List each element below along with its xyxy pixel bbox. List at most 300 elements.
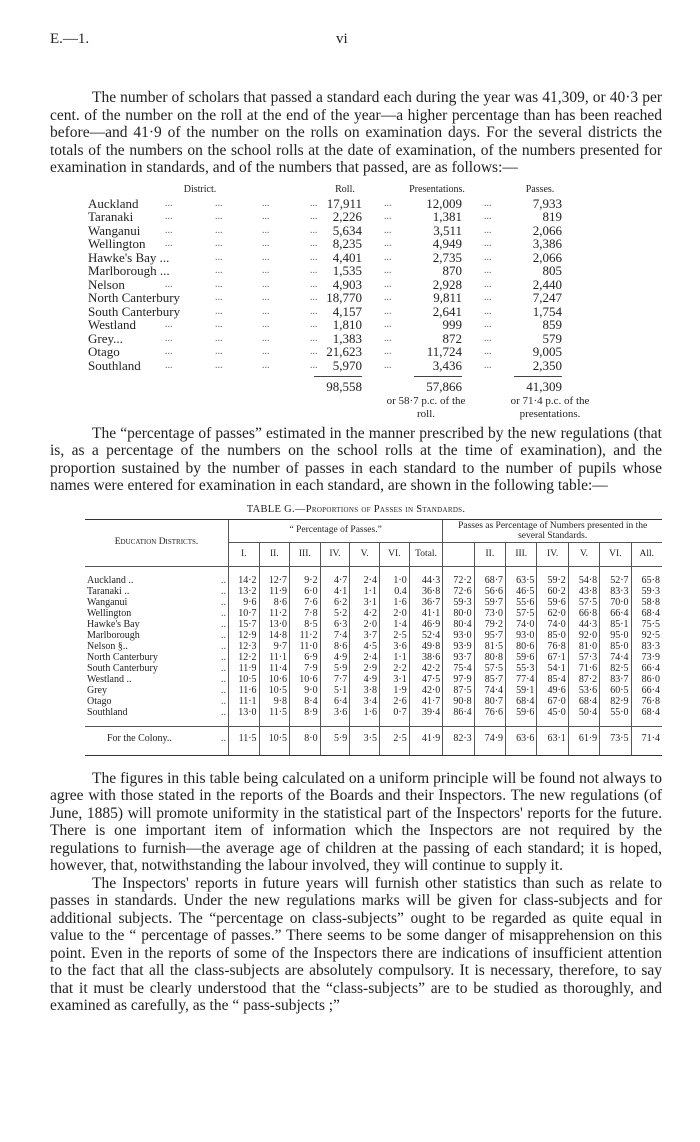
leader-dots: .. (221, 618, 226, 630)
leader-dots: .. (221, 640, 226, 652)
value-cell: 81·5 (474, 641, 505, 652)
value-cell: 2·0 (350, 619, 380, 630)
col-roll: Roll. (335, 183, 355, 195)
value-cell: 53·6 (568, 685, 599, 696)
value-cell: 59·2 (537, 575, 568, 586)
value-cell: 74·4 (474, 685, 505, 696)
leader-dots: ... (310, 251, 318, 263)
table-row (50, 291, 662, 305)
value-cell: 57·5 (506, 608, 537, 619)
leader-dots: ... (215, 197, 223, 209)
passes-value: 1,754 (532, 303, 562, 319)
leader-dots: ... (262, 346, 270, 357)
value-cell: 8·6 (320, 641, 350, 652)
value-cell: 2·9 (350, 663, 380, 674)
leader-dots: ... (165, 224, 173, 236)
leader-dots: ... (215, 224, 223, 236)
roll-value: 1,383 (332, 330, 362, 346)
value-cell: 4·9 (350, 674, 380, 685)
district-cell (87, 630, 226, 641)
value-cell: 0·7 (380, 707, 410, 718)
value-cell: 66·8 (568, 608, 599, 619)
leader-dots: ... (484, 305, 492, 317)
value-cell: 52·7 (600, 575, 631, 586)
note-pass (490, 395, 610, 421)
value-cell: 1·0 (380, 575, 410, 586)
value-cell: 55·0 (600, 707, 631, 718)
value-cell: 76·8 (631, 696, 662, 707)
leader-dots: .. (221, 662, 226, 674)
table-g-title: TABLE G.—Proportions of Passes in Standards. (246, 503, 466, 515)
value-cell: 47·5 (409, 674, 443, 685)
subheader: III. (290, 543, 321, 567)
leader-dots: ... (310, 305, 318, 317)
subheader: II. (474, 543, 505, 567)
leader-dots: ... (262, 359, 270, 371)
leader-dots: ... (215, 278, 223, 290)
table-row (85, 586, 662, 597)
district-totals-table (50, 183, 662, 423)
value-cell: 73·0 (474, 608, 505, 619)
total-rule (314, 376, 362, 377)
leader-dots: ... (384, 305, 392, 317)
value-cell: 9·2 (290, 575, 321, 586)
subheader: IV. (320, 543, 350, 567)
value-cell: 5·1 (320, 685, 350, 696)
roll-value: 5,634 (332, 222, 362, 238)
table-row (50, 278, 662, 292)
leader-dots: ... (484, 197, 492, 209)
district-name (85, 641, 229, 652)
leader-dots: ... (215, 292, 223, 303)
subheader: V. (350, 543, 380, 567)
district-cell (87, 652, 226, 663)
value-cell: 11·5 (259, 707, 290, 718)
leader-dots: ... (215, 251, 223, 263)
leader-dots: ... (262, 197, 270, 209)
value-cell: 59·7 (474, 597, 505, 608)
value-cell: 3·5 (350, 726, 380, 755)
value-cell: 11·6 (229, 685, 260, 696)
leader-dots: .. (221, 607, 226, 619)
value-cell: 76·8 (537, 641, 568, 652)
leader-dots: ... (310, 292, 318, 303)
leader-dots: ... (310, 346, 318, 357)
value-cell: 6·3 (320, 619, 350, 630)
presentations-value: 9,811 (433, 290, 462, 305)
district-label: North Canterbury (87, 651, 158, 663)
value-cell: 4·5 (350, 641, 380, 652)
subheader: Total. (409, 543, 443, 567)
value-cell: 62·0 (537, 608, 568, 619)
value-cell: 66·4 (631, 685, 662, 696)
value-cell: 2·5 (380, 726, 410, 755)
table-row (50, 251, 662, 265)
value-cell: 41·7 (409, 696, 443, 707)
table-row (85, 674, 662, 685)
note-line-1: or 58·7 p.c. of the (386, 394, 466, 407)
value-cell: 75·5 (631, 619, 662, 630)
leader-dots: ... (384, 332, 392, 344)
district-cell (87, 597, 226, 608)
value-cell: 68·4 (568, 696, 599, 707)
passes-value: 2,350 (532, 357, 562, 373)
district-name (85, 685, 229, 696)
value-cell: 71·4 (631, 726, 662, 755)
total-presentations: 57,866 (426, 379, 462, 394)
value-cell: 54·1 (537, 663, 568, 674)
presentations-value: 870 (442, 263, 462, 278)
leader-dots: ... (262, 251, 270, 263)
value-cell: 80·7 (474, 696, 505, 707)
leader-dots: ... (484, 278, 492, 290)
page-content (50, 0, 662, 1015)
district-name (85, 575, 229, 586)
district-name: Wellington (88, 236, 146, 251)
value-cell: 66·4 (631, 663, 662, 674)
total-roll: 98,558 (326, 379, 362, 394)
district-name: Auckland (88, 195, 139, 211)
leader-dots: ... (262, 332, 270, 344)
value-cell: 39·4 (409, 707, 443, 718)
leader-dots: ... (484, 265, 492, 276)
subheader: IV. (537, 543, 568, 567)
leader-dots: ... (165, 319, 173, 330)
leader-dots: ... (484, 346, 492, 357)
leader-dots: ... (384, 359, 392, 371)
value-cell: 59·6 (506, 652, 537, 663)
value-cell: 3·1 (350, 597, 380, 608)
value-cell: 93·0 (443, 630, 474, 641)
table-row (85, 619, 662, 630)
value-cell: 2·4 (350, 652, 380, 663)
value-cell: 80·8 (474, 652, 505, 663)
value-cell: 12·9 (229, 630, 260, 641)
district-name: Hawke's Bay ... (88, 249, 170, 265)
value-cell: 68·4 (631, 707, 662, 718)
value-cell: 57·5 (474, 663, 505, 674)
value-cell: 74·9 (474, 726, 505, 755)
value-cell: 4·7 (320, 575, 350, 586)
subheader: VI. (600, 543, 631, 567)
value-cell: 80·4 (443, 619, 474, 630)
subheader: All. (631, 543, 662, 567)
value-cell: 6·9 (290, 652, 321, 663)
value-cell: 63·1 (537, 726, 568, 755)
leader-dots: ... (484, 319, 492, 330)
value-cell: 8·0 (290, 726, 321, 755)
col-districts-label: Education Districts. (114, 537, 199, 547)
leader-dots: ... (262, 319, 270, 330)
value-cell: 13·0 (229, 707, 260, 718)
value-cell: 8·9 (290, 707, 321, 718)
leader-dots: ... (215, 346, 223, 357)
value-cell: 85·1 (600, 619, 631, 630)
value-cell: 11·5 (229, 726, 260, 755)
value-cell: 43·8 (568, 586, 599, 597)
page-number: vi (336, 31, 348, 47)
district-label: Westland .. (87, 673, 132, 685)
district-label: Wellington (87, 607, 132, 619)
passes-value: 579 (542, 330, 562, 346)
value-cell: 68·4 (506, 696, 537, 707)
district-cell (87, 663, 226, 674)
value-cell: 14·8 (259, 630, 290, 641)
presentations-value: 11,724 (426, 344, 462, 359)
value-cell: 9·7 (259, 641, 290, 652)
value-cell: 10·6 (290, 674, 321, 685)
value-cell: 95·7 (474, 630, 505, 641)
presentations-value: 1,381 (432, 209, 462, 224)
value-cell: 77·4 (506, 674, 537, 685)
value-cell: 11·1 (229, 696, 260, 707)
leader-dots: ... (215, 238, 223, 249)
district-label: Hawke's Bay (87, 618, 140, 630)
leader-dots: ... (262, 278, 270, 290)
value-cell: 87·2 (568, 674, 599, 685)
value-cell: 6·4 (320, 696, 350, 707)
value-cell: 65·8 (631, 575, 662, 586)
value-cell: 85·0 (537, 630, 568, 641)
leader-dots: ... (215, 359, 223, 371)
leader-dots: ... (310, 278, 318, 290)
leader-dots: ... (310, 238, 318, 249)
value-cell: 41·1 (409, 608, 443, 619)
district-label: Marlborough (87, 629, 140, 641)
value-cell: 60·5 (600, 685, 631, 696)
presentations-value: 3,511 (433, 222, 462, 238)
roll-value: 5,970 (332, 357, 362, 373)
value-cell: 3·8 (350, 685, 380, 696)
passes-value: 805 (542, 263, 562, 278)
leader-dots: ... (384, 224, 392, 236)
leader-dots: .. (221, 651, 226, 663)
col-districts (85, 519, 229, 566)
leader-dots: ... (262, 211, 270, 222)
value-cell: 72·6 (443, 586, 474, 597)
value-cell: 10·5 (259, 685, 290, 696)
value-cell: 57·3 (568, 652, 599, 663)
table-row (85, 663, 662, 674)
value-cell: 6·2 (320, 597, 350, 608)
value-cell: 68·4 (631, 608, 662, 619)
value-cell: 95·0 (600, 630, 631, 641)
total-passes: 41,309 (526, 379, 562, 394)
value-cell: 8·5 (290, 619, 321, 630)
col-district: District. (183, 183, 217, 195)
leader-dots: ... (384, 211, 392, 222)
value-cell: 50·4 (568, 707, 599, 718)
value-cell: 9·6 (229, 597, 260, 608)
district-name: Wanganui (88, 222, 141, 238)
district-cell (87, 674, 226, 685)
table-row (85, 696, 662, 707)
value-cell: 68·7 (474, 575, 505, 586)
value-cell: 3·6 (320, 707, 350, 718)
table-row (85, 597, 662, 608)
presentations-value: 12,009 (426, 195, 462, 211)
passes-value: 2,066 (532, 249, 562, 265)
roll-value: 17,911 (326, 195, 362, 211)
leader-dots: ... (384, 346, 392, 357)
leader-dots: ... (384, 265, 392, 276)
district-label: Wanganui (87, 596, 128, 608)
district-label: Nelson §.. (87, 640, 128, 652)
leader-dots: ... (165, 278, 173, 290)
roll-value: 1,810 (332, 317, 362, 332)
leader-dots: .. (221, 695, 226, 707)
table-row (50, 345, 662, 359)
presentations-value: 3,436 (432, 357, 462, 373)
paragraph-2: The “percentage of passes” estimated in the manner prescribed by the new regulations (that is, as a percentage of the numbers on the school rolls at the time of examination), and the proportion sustained by the number of passes in each standard to the number of pupils whose names were entered for examination in each standard, are shown in the following table:— (50, 424, 662, 494)
value-cell: 60·2 (537, 586, 568, 597)
district-name (85, 630, 229, 641)
passes-value: 2,440 (532, 276, 562, 292)
table-row (50, 237, 662, 251)
leader-dots: ... (384, 238, 392, 249)
roll-value: 1,535 (332, 263, 362, 278)
value-cell: 3·4 (350, 696, 380, 707)
leader-dots: ... (262, 305, 270, 317)
district-name (85, 707, 229, 718)
roll-value: 21,623 (326, 344, 362, 359)
table-row (85, 630, 662, 641)
value-cell: 2·4 (350, 575, 380, 586)
table-row (85, 641, 662, 652)
value-cell: 5·2 (320, 608, 350, 619)
leader-dots: ... (484, 224, 492, 236)
value-cell: 1·1 (350, 586, 380, 597)
leader-dots: ... (384, 251, 392, 263)
value-cell: 2·2 (380, 663, 410, 674)
spacer-row (85, 718, 662, 727)
value-cell: 59·3 (631, 586, 662, 597)
value-cell: 7·4 (320, 630, 350, 641)
value-cell: 7·6 (290, 597, 321, 608)
value-cell: 81·0 (568, 641, 599, 652)
district-name: Marlborough ... (88, 263, 170, 278)
value-cell: 10·7 (229, 608, 260, 619)
value-cell: 82·9 (600, 696, 631, 707)
total-rule (514, 376, 562, 377)
value-cell: 73·9 (631, 652, 662, 663)
colony-row (85, 726, 662, 755)
table-row (85, 685, 662, 696)
value-cell: 45·0 (537, 707, 568, 718)
leader-dots: ... (384, 319, 392, 330)
value-cell: 82·3 (443, 726, 474, 755)
value-cell: 7·7 (320, 674, 350, 685)
value-cell: 1·6 (350, 707, 380, 718)
value-cell: 63·5 (506, 575, 537, 586)
district-name: Southland (88, 357, 141, 373)
district-name: Nelson (88, 276, 125, 292)
value-cell: 72·2 (443, 575, 474, 586)
value-cell: 67·1 (537, 652, 568, 663)
value-cell: 8·6 (259, 597, 290, 608)
value-cell: 86·4 (443, 707, 474, 718)
table-row (50, 332, 662, 346)
note-line-2: roll. (416, 407, 436, 420)
passes-value: 7,247 (532, 290, 562, 305)
leader-dots: ... (384, 197, 392, 209)
table-row (50, 359, 662, 373)
value-cell: 83·7 (600, 674, 631, 685)
table-row (85, 608, 662, 619)
value-cell: 2·5 (380, 630, 410, 641)
leader-dots: ... (310, 197, 318, 209)
leader-dots: ... (262, 224, 270, 236)
leader-dots: ... (215, 211, 223, 222)
value-cell: 12·7 (259, 575, 290, 586)
value-cell: 82·5 (600, 663, 631, 674)
value-cell: 5·9 (320, 726, 350, 755)
district-label: Auckland .. (87, 574, 134, 586)
value-cell: 85·0 (600, 641, 631, 652)
table-row (50, 305, 662, 319)
header-row-1 (85, 519, 662, 543)
value-cell: 3·1 (380, 674, 410, 685)
value-cell: 92·5 (631, 630, 662, 641)
value-cell: 11·2 (290, 630, 321, 641)
district-cell (87, 586, 226, 597)
leader-dots: ... (310, 319, 318, 330)
value-cell: 61·9 (568, 726, 599, 755)
leader-dots: ... (262, 265, 270, 276)
value-cell: 2·0 (380, 608, 410, 619)
value-cell: 49·8 (409, 641, 443, 652)
value-cell: 86·0 (631, 674, 662, 685)
district-cell (87, 641, 226, 652)
district-name: Westland (88, 317, 137, 332)
paragraph-3: The figures in this table being calculated on a uniform principle will be found not always to agree with those stated in the reports of the Boards and their Inspectors. The new regulations (of June, 1885) will promote uniformity in the statistical part of the Inspectors' reports for the future. There is one important item of information which the Inspectors are not required by the regulations to furnish—the average age of children at the passing of each standard; it is hoped, however, that, notwithstanding the labour involved, they will continue to supply it. The Inspectors' reports in future years will furnish other statistics than such as relate to passes in standards. Under the new regulations marks will be given for class-subjects and for additional subjects. The “percentage on class-subjects” ought to be regarded as quite equal in value to the “ percentage of passes.” There seems to be some danger of misapprehension on this point. Even in the reports of some of the Inspectors there are indications of insufficient attention to the fact that all the class-subjects are absolutely compulsory. It is necessary, therefore, to say that it must be clearly understood that the “class-subjects” are to be studied as thoroughly, and examined as carefully, as the “ pass-subjects ;” (50, 769, 662, 1014)
value-cell: 85·4 (537, 674, 568, 685)
value-cell: 13·0 (259, 619, 290, 630)
subheader: II. (259, 543, 290, 567)
value-cell: 79·2 (474, 619, 505, 630)
group-percentage-header: “ Percentage of Passes.” (229, 519, 443, 543)
leader-dots: .. (221, 684, 226, 696)
leader-dots: ... (165, 346, 173, 357)
district-name (85, 726, 229, 755)
value-cell: 4·9 (320, 652, 350, 663)
table-row (85, 707, 662, 718)
presentations-value: 2,641 (432, 303, 462, 319)
value-cell: 7·9 (290, 663, 321, 674)
col-presentations: Presentations. (409, 183, 465, 195)
totals-row (50, 380, 662, 394)
value-cell: 93·9 (443, 641, 474, 652)
value-cell: 10·5 (229, 674, 260, 685)
district-label: Grey (87, 684, 107, 696)
passes-value: 3,386 (532, 236, 562, 251)
value-cell: 1·9 (380, 685, 410, 696)
page-ref: E.—1. (50, 31, 90, 47)
value-cell: 74·0 (506, 619, 537, 630)
value-cell: 70·0 (600, 597, 631, 608)
note-line-2: presentations. (519, 407, 581, 420)
value-cell: 44·3 (568, 619, 599, 630)
value-cell: 42·0 (409, 685, 443, 696)
value-cell: 8·4 (290, 696, 321, 707)
subheader: VI. (380, 543, 410, 567)
value-cell: 76·6 (474, 707, 505, 718)
roll-value: 4,903 (332, 276, 362, 292)
value-cell: 4·1 (320, 586, 350, 597)
spacer-row (85, 566, 662, 575)
district-label: Southland (87, 706, 128, 718)
leader-dots: ... (484, 359, 492, 371)
